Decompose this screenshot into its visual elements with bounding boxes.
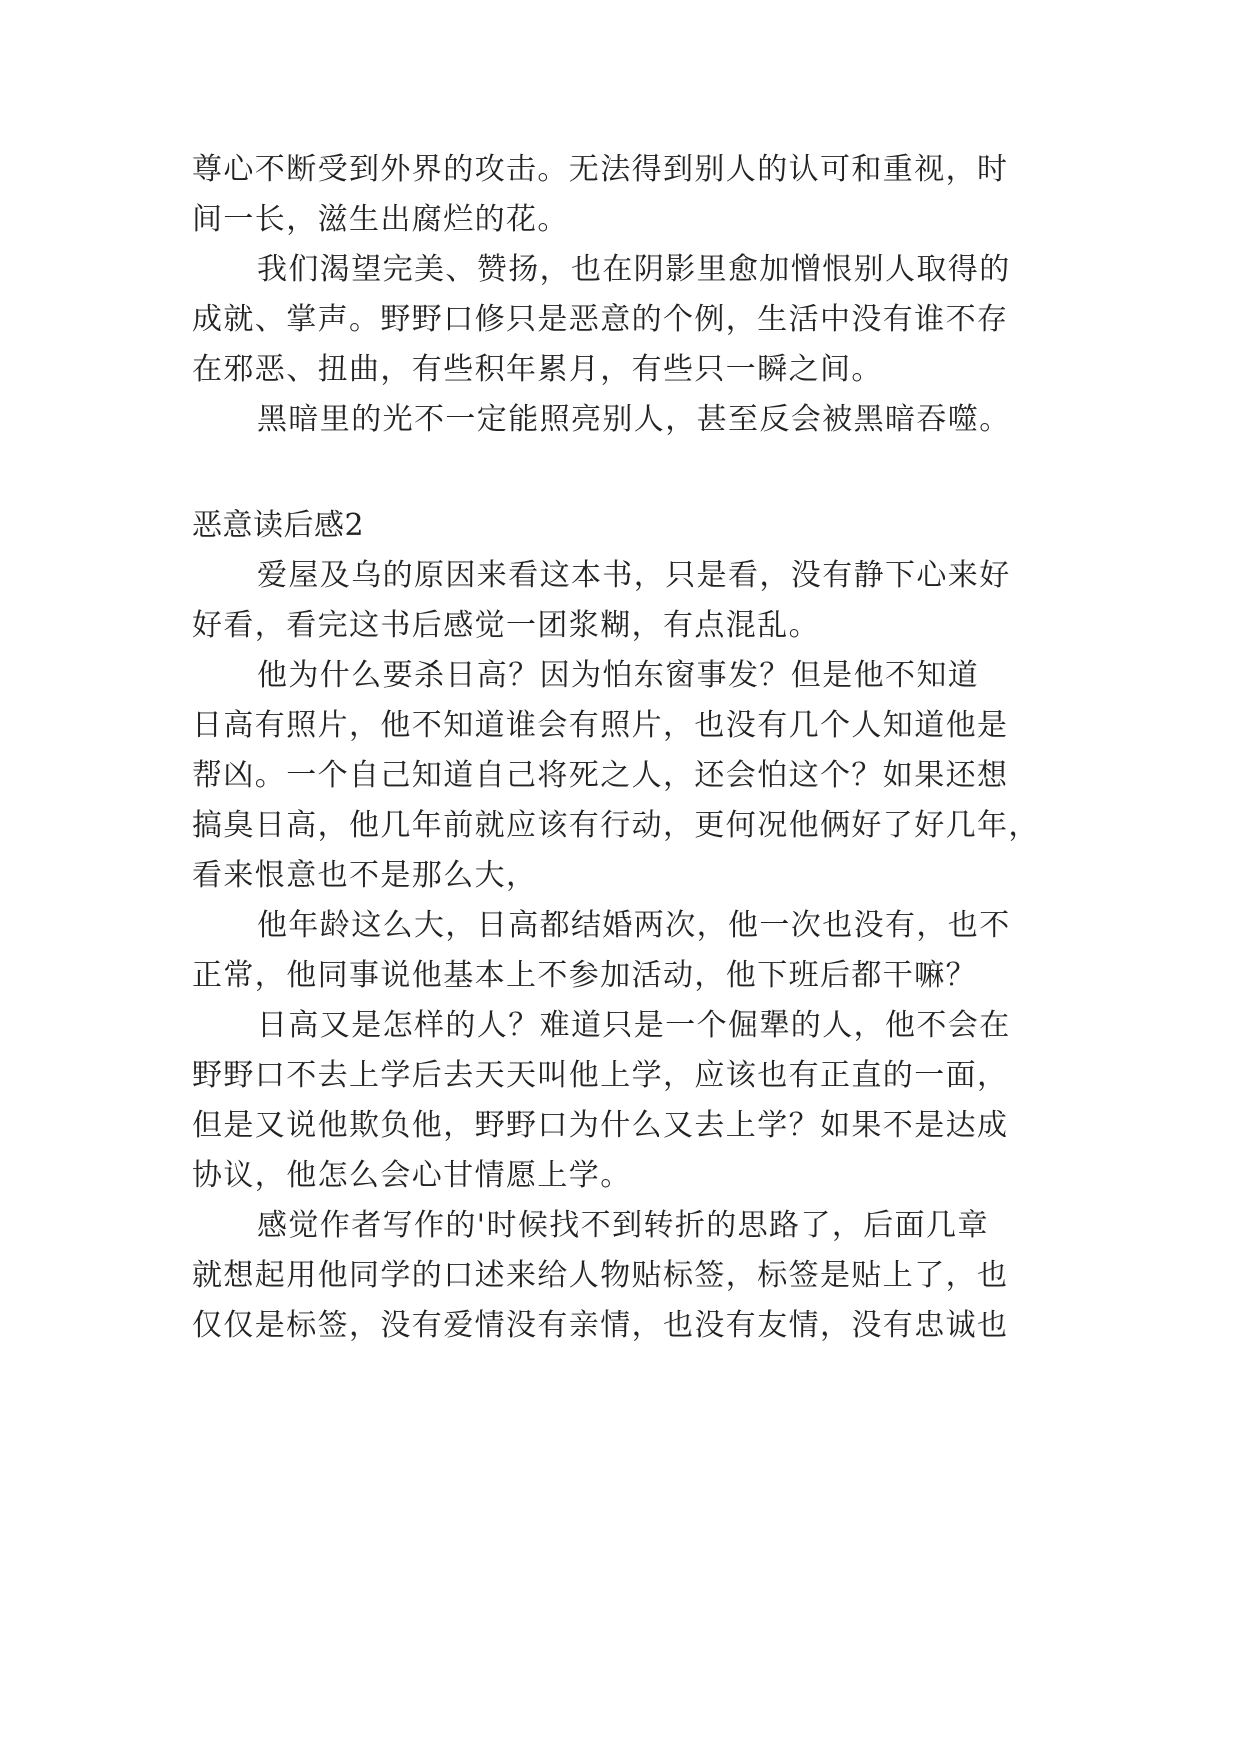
paragraph-line: 野野口不去上学后去天天叫他上学，应该也有正直的一面， (192, 1058, 1009, 1093)
paragraph-line: 日高有照片，他不知道谁会有照片，也没有几个人知道他是 (192, 708, 1009, 743)
paragraph-line: 他为什么要杀日高？因为怕东窗事发？但是他不知道 (257, 658, 980, 693)
paragraph-line: 爱屋及乌的原因来看这本书，只是看，没有静下心来好 (257, 558, 1011, 593)
paragraph-line: 黑暗里的光不一定能照亮别人，甚至反会被黑暗吞噬。 (257, 402, 1011, 437)
paragraph-line: 正常，他同事说他基本上不参加活动，他下班后都干嘛？ (192, 958, 977, 993)
paragraph-line: 协议，他怎么会心甘情愿上学。 (192, 1158, 632, 1193)
paragraph-line: 仅仅是标签，没有爱情没有亲情，也没有友情，没有忠诚也 (192, 1308, 1009, 1343)
paragraph-line: 帮凶。一个自己知道自己将死之人，还会怕这个？如果还想 (192, 758, 1009, 793)
paragraph-line: 日高又是怎样的人？难道只是一个倔犟的人，他不会在 (257, 1008, 1011, 1043)
paragraph-line: 看来恨意也不是那么大， (192, 858, 538, 893)
paragraph-line: 好看，看完这书后感觉一团浆糊，有点混乱。 (192, 608, 820, 643)
paragraph-line: 成就、掌声。野野口修只是恶意的个例，生活中没有谁不存 (192, 302, 1009, 337)
paragraph-line: 间一长，滋生出腐烂的花。 (192, 202, 569, 237)
paragraph-line: 感觉作者写作的'时候找不到转折的思路了，后面几章 (257, 1208, 989, 1243)
paragraph-line: 在邪恶、扭曲，有些积年累月，有些只一瞬之间。 (192, 352, 883, 387)
paragraph-line: 我们渴望完美、赞扬，也在阴影里愈加憎恨别人取得的 (257, 252, 1011, 287)
paragraph-line: 尊心不断受到外界的攻击。无法得到别人的认可和重视，时 (192, 152, 1009, 187)
paragraph-line: 他年龄这么大，日高都结婚两次，他一次也没有，也不 (257, 908, 1011, 943)
paragraph-line: 就想起用他同学的口述来给人物贴标签，标签是贴上了，也 (192, 1258, 1009, 1293)
section-heading: 恶意读后感2 (192, 508, 365, 543)
paragraph-line: 但是又说他欺负他，野野口为什么又去上学？如果不是达成 (192, 1108, 1009, 1143)
paragraph-line: 搞臭日高，他几年前就应该有行动，更何况他俩好了好几年， (192, 808, 1040, 843)
